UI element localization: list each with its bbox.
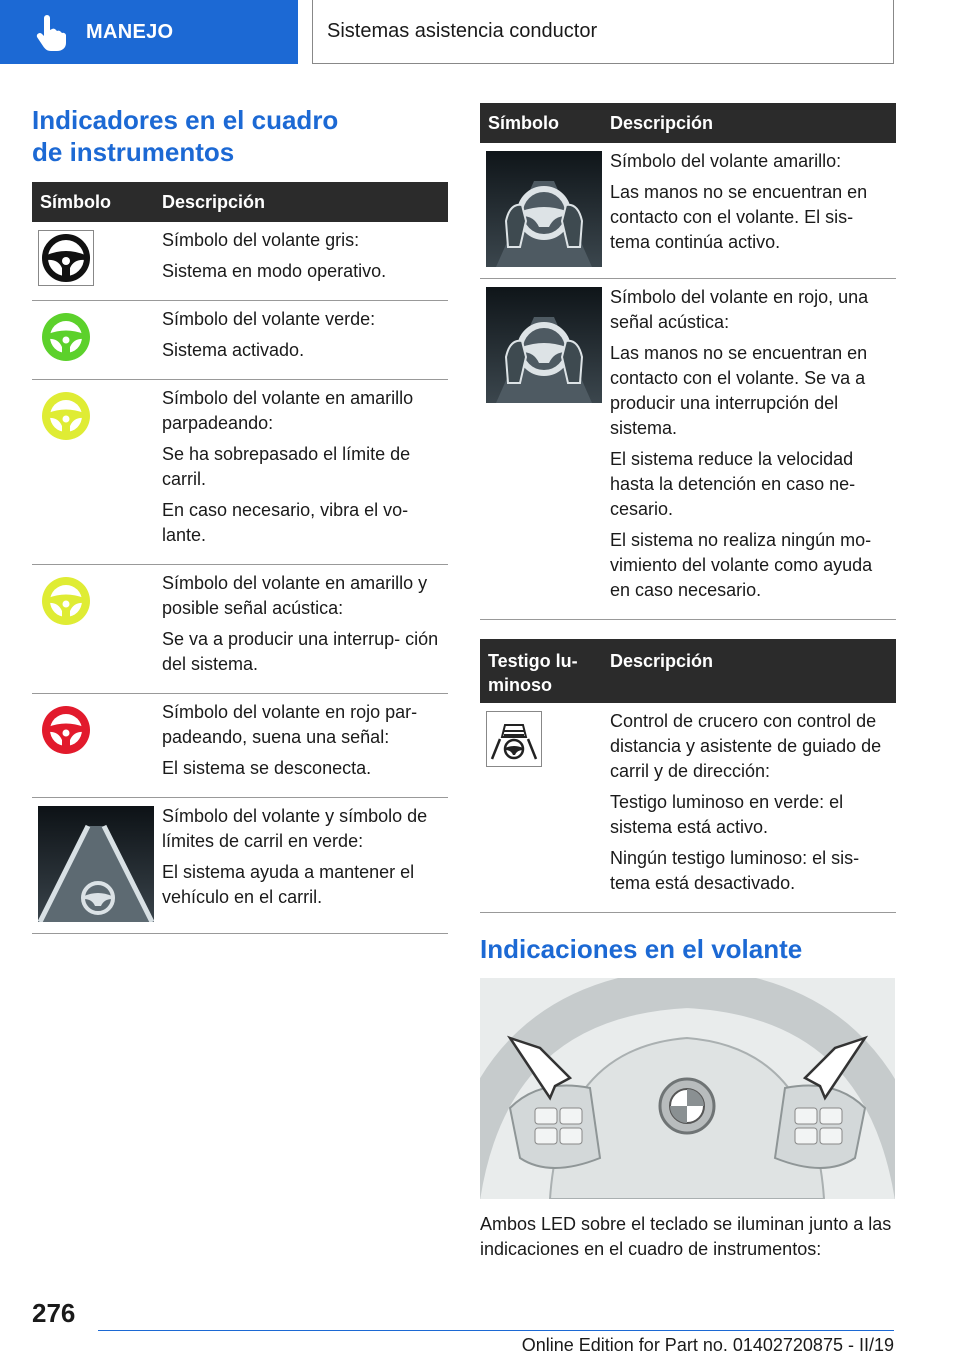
chapter-title: Sistemas asistencia conductor bbox=[327, 20, 598, 42]
indicator-light-table bbox=[480, 639, 896, 913]
steering-wheel-buttons-photo-icon bbox=[480, 978, 895, 1199]
steering-wheel-green-icon bbox=[38, 309, 94, 365]
heading-line-2: de instrumentos bbox=[32, 137, 235, 167]
table-row bbox=[32, 301, 448, 380]
row-text: El sistema no realiza ningún mo‐ vimiento del volante como ayuda en caso necesario. bbox=[610, 529, 873, 600]
steering-wheel-red-icon bbox=[38, 702, 94, 758]
row-label: Símbolo del volante en rojo par‐ padeando, suena una señal: bbox=[162, 702, 418, 747]
hands-on-wheel-yellow-display-icon bbox=[486, 151, 602, 267]
row-label: Símbolo del volante en amarillo parpadeando: bbox=[162, 388, 414, 433]
row-text: El sistema se desconecta. bbox=[162, 758, 372, 778]
row-label: Símbolo del volante gris: bbox=[162, 230, 360, 250]
row-label: Símbolo del volante en amarillo y posible señal acústica: bbox=[162, 573, 428, 618]
indicator-table bbox=[32, 182, 448, 934]
lane-wheel-green-display-icon bbox=[38, 806, 154, 922]
chapter-box bbox=[312, 0, 894, 64]
col-symbol-header: Símbolo bbox=[32, 182, 154, 222]
row-text: Ningún testigo luminoso: el sis‐ tema está desactivado. bbox=[610, 848, 860, 893]
row-label: Símbolo del volante en rojo, una señal acústica: bbox=[610, 286, 869, 332]
col-desc-header: Descripción bbox=[602, 103, 896, 143]
table-row bbox=[32, 222, 448, 301]
footer-edition: Online Edition for Part no. 01402720875 - II/19 bbox=[521, 1335, 894, 1355]
row-text: Se va a producir una interrup‐ ción del sistema. bbox=[162, 629, 439, 674]
row-label: Símbolo del volante verde: bbox=[162, 309, 376, 329]
row-text: Las manos no se encuentran en contacto con el volante. Se va a producir una interrupción del sistema. bbox=[610, 342, 868, 438]
steering-wheel-yellow-icon bbox=[38, 573, 94, 629]
table-row bbox=[480, 278, 896, 619]
cruise-lane-assist-indicator-icon bbox=[486, 711, 542, 767]
page-number: 276 bbox=[32, 1298, 76, 1328]
col-symbol-header: Símbolo bbox=[480, 103, 602, 143]
row-text: Se ha sobrepasado el límite de carril. bbox=[162, 444, 411, 489]
table-row bbox=[32, 694, 448, 798]
steering-wheel-yellow-blinking-icon bbox=[38, 388, 94, 444]
row-label: Control de crucero con control de distancia y asistente de guiado de carril y de dirección: bbox=[610, 711, 882, 781]
row-text: Testigo luminoso en verde: el sistema está activo. bbox=[610, 792, 844, 837]
caption: Ambos LED sobre el teclado se iluminan junto a las indicaciones en el cuadro de instrumentos: bbox=[480, 1214, 892, 1259]
row-label: Símbolo del volante amarillo: bbox=[610, 151, 842, 171]
hands-on-wheel-red-display-icon bbox=[486, 287, 602, 403]
section-title: MANEJO bbox=[86, 20, 174, 43]
table-row bbox=[32, 565, 448, 694]
row-text: Las manos no se encuentran en contacto con el volante. El sis‐ tema continúa activo. bbox=[610, 182, 868, 252]
row-text: El sistema ayuda a mantener el vehículo en el carril. bbox=[162, 862, 415, 907]
pointing-hand-icon bbox=[30, 12, 70, 52]
hands-on-table bbox=[480, 103, 896, 620]
heading-line-1: Indicadores en el cuadro bbox=[32, 105, 339, 135]
subsection-heading: Indicaciones en el volante bbox=[480, 934, 803, 964]
table-row bbox=[480, 703, 896, 913]
row-text: Sistema activado. bbox=[162, 340, 305, 360]
footer-rule bbox=[98, 1330, 894, 1331]
section-heading bbox=[32, 104, 412, 168]
col-light-header: Testigo lu‐ minoso bbox=[480, 639, 602, 703]
col-desc-header: Descripción bbox=[154, 182, 448, 222]
table-row bbox=[32, 798, 448, 934]
row-label: Símbolo del volante y símbolo de límites de carril en verde: bbox=[162, 806, 428, 851]
row-text: Sistema en modo operativo. bbox=[162, 261, 387, 281]
col-desc-header: Descripción bbox=[602, 639, 896, 703]
table-row bbox=[32, 380, 448, 565]
section-tab bbox=[0, 0, 298, 64]
row-text: En caso necesario, vibra el vo‐ lante. bbox=[162, 500, 409, 545]
steering-wheel-gray-icon bbox=[38, 230, 94, 286]
row-text: El sistema reduce la velocidad hasta la detención en caso ne‐ cesario. bbox=[610, 448, 856, 519]
table-row bbox=[480, 143, 896, 278]
